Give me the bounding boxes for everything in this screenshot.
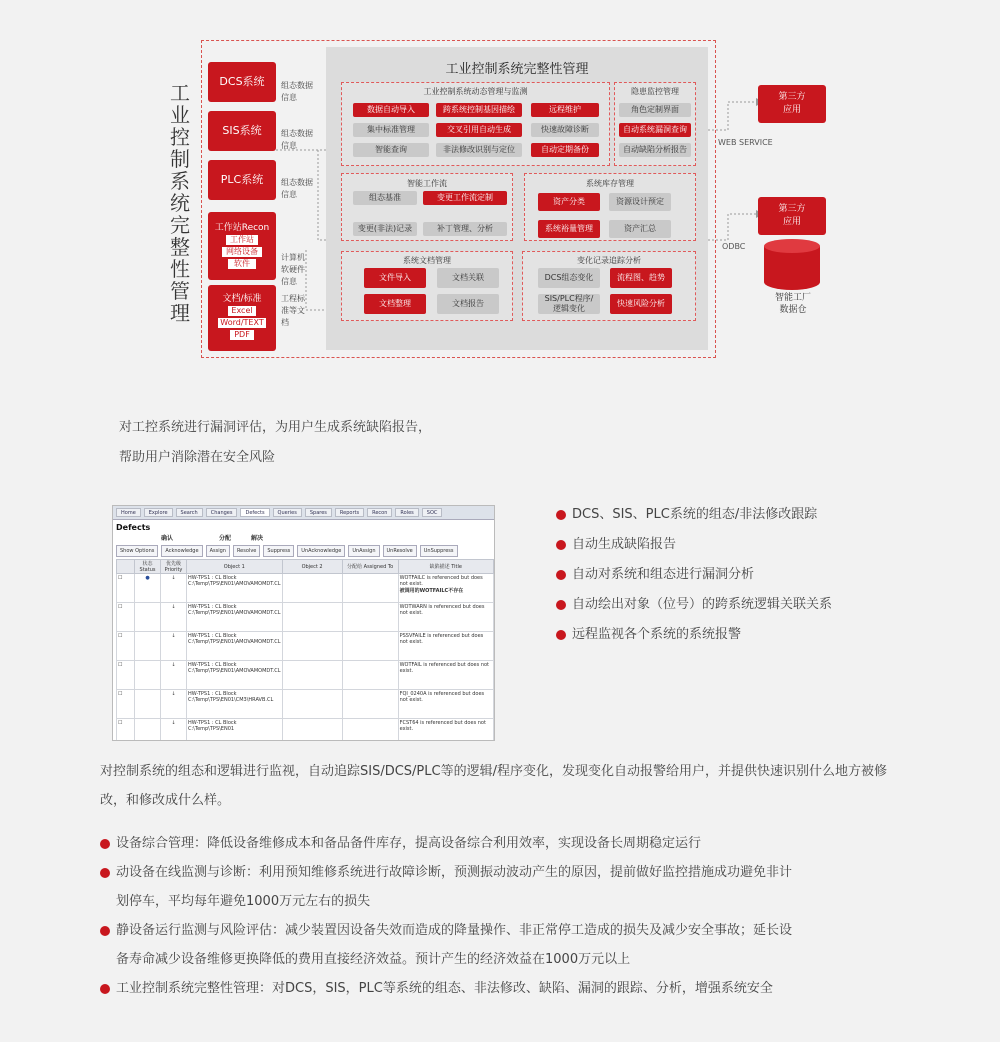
bullet-dot-icon: [556, 570, 566, 580]
object2-cell: [282, 603, 342, 632]
header-status: [135, 560, 161, 574]
cell: 快速故障诊断: [531, 123, 599, 137]
database-label: 智能工厂 数据仓: [774, 293, 811, 315]
benefit-item: [100, 829, 910, 858]
title-cell: [398, 574, 493, 603]
feature-text: 自动对系统和组态进行漏洞分析: [572, 567, 755, 582]
annotation: 状态: [142, 561, 153, 567]
object1-cell[interactable]: HW-TPS1 : CL Block C:\Temp\TPS\EN01\AMOVAMOMDT.CL: [187, 661, 283, 690]
status-cell: [135, 719, 161, 742]
group-inventory-title: 系统库存管理: [586, 179, 634, 188]
table-row[interactable]: [117, 603, 494, 632]
source-plc: PLC系统: [208, 160, 276, 200]
acknowledge-button[interactable]: Acknowledge: [161, 545, 202, 557]
tab-recon[interactable]: Recon: [367, 508, 392, 517]
benefit-item: [100, 916, 910, 945]
caption-line: 对工控系统进行漏洞评估，为用户生成系统缺陷报告，: [119, 420, 432, 435]
unassign-button[interactable]: UnAssign: [348, 545, 379, 557]
feature-text: 远程监视各个系统的系统报警: [572, 627, 742, 642]
cell: 智能查询: [353, 143, 429, 157]
cell: 补丁管理、分析: [423, 222, 507, 236]
group-hidden-title: 隐患监控管理: [631, 87, 679, 96]
title-text: FCST64 is referenced but does not exist.: [398, 719, 493, 742]
benefit-list: [100, 829, 910, 1003]
priority-icon: ↓: [161, 661, 187, 690]
vertical-title: 工业控制系统完整性管理: [170, 81, 190, 325]
odbc-label: ODBC: [722, 242, 746, 251]
status-cell: [135, 603, 161, 632]
table-row[interactable]: [117, 661, 494, 690]
object1-cell[interactable]: HW-TPS1 : CL Block C:\Temp\TPS\EN01\AMOVAMOMDT.CL: [187, 603, 283, 632]
row-checkbox[interactable]: ☐: [117, 719, 135, 742]
source-plc-note: 组态数据 信息: [281, 178, 313, 199]
cell: 快速风险分析: [610, 294, 672, 314]
row-checkbox[interactable]: ☐: [117, 603, 135, 632]
third-party-app-2: 第三方 应用: [758, 197, 826, 235]
cell: DCS组态变化: [538, 268, 600, 288]
screenshot-tabs: [113, 506, 494, 520]
benefit-text: 设备综合管理：降低设备维修成本和备品备件库存，提高设备综合利用效率，实现设备长周期稳定运行: [116, 836, 702, 851]
row-checkbox[interactable]: ☐: [117, 661, 135, 690]
header-assigned-label: Assigned To: [363, 564, 394, 570]
cell: 变更工作流定制: [423, 191, 507, 205]
bullet-dot-icon: [100, 839, 110, 849]
bullet-dot-icon: [100, 984, 110, 994]
header-priority-label: Priority: [164, 567, 183, 573]
source-dcs-note: 组态数据 信息: [281, 81, 313, 102]
cell: 系统裕量管理: [538, 220, 600, 238]
bullet-dot-icon: [556, 510, 566, 520]
assigned-cell: [342, 719, 398, 742]
assigned-cell: [342, 661, 398, 690]
priority-icon: ↓: [161, 632, 187, 661]
third-party-app-1: 第三方 应用: [758, 85, 826, 123]
unacknowledge-button[interactable]: UnAcknowledge: [297, 545, 345, 557]
cell: 非法修改识别与定位: [436, 143, 522, 157]
feature-item: [556, 560, 832, 590]
header-assigned: [342, 560, 398, 574]
assigned-cell: [342, 603, 398, 632]
screenshot-toolbar: [113, 543, 494, 559]
show-options-button[interactable]: Show Options: [116, 545, 158, 557]
benefit-text: 工业控制系统完整性管理：对DCS，SIS，PLC等系统的组态、非法修改、缺陷、漏洞的跟踪、分析，增强系统安全: [116, 981, 773, 996]
status-icon: ●: [135, 574, 161, 603]
cell: 文档报告: [437, 294, 499, 314]
object1-cell[interactable]: HW-TPS1 : CL Block C:\Temp\TPS\EN01\AMOVAMOMDT.CL: [187, 632, 283, 661]
documents-item: PDF: [230, 330, 254, 340]
header-title: [398, 560, 493, 574]
cell: 资产分类: [538, 193, 600, 211]
bullet-dot-icon: [556, 540, 566, 550]
documents-note: 工程标 准等文 档: [281, 294, 305, 327]
benefit-item: [100, 858, 910, 887]
panel-title: 工业控制系统完整性管理: [445, 62, 589, 77]
title-text: PSSVFAILE is referenced but does not exist.: [398, 632, 493, 661]
benefit-text-cont: 划停车，平均每年避免1000万元左右的损失: [116, 894, 371, 909]
workstation-title: 工作站Recon: [214, 223, 270, 233]
header-priority: [161, 560, 187, 574]
group-workflow-title: 智能工作流: [407, 179, 447, 188]
priority-icon: ↓: [161, 690, 187, 719]
assign-button[interactable]: Assign: [206, 545, 230, 557]
source-documents: [208, 285, 276, 351]
cell: 数据自动导入: [353, 103, 429, 117]
title-text: WOTFAILC is referenced but does not exist.: [399, 575, 483, 587]
benefit-text: 动设备在线监测与诊断：利用预知维修系统进行故障诊断，预测振动波动产生的原因，提前做好监控措施成功避免非计: [116, 865, 793, 880]
database-icon: [762, 238, 822, 290]
priority-icon: ↓: [161, 719, 187, 742]
tab-explore[interactable]: Explore: [144, 508, 173, 517]
caption-line: 帮助用户消除潜在安全风险: [119, 450, 276, 465]
priority-icon: ↓: [161, 603, 187, 632]
object1-cell[interactable]: HW-TPS1 : CL Block C:\Temp\TPS\EN01: [187, 719, 283, 742]
assigned-cell: [342, 690, 398, 719]
feature-text: 自动绘出对象（位号）的跨系统逻辑关联关系: [572, 597, 833, 612]
description-paragraph: 对控制系统的组态和逻辑进行监视，自动追踪SIS/DCS/PLC等的逻辑/程序变化，发现变化自动报警给用户，并提供快速识别什么地方被修改，和修改成什么样。: [100, 764, 887, 808]
tab-changes[interactable]: Changes: [206, 508, 238, 517]
group-docmgmt-title: 系统文档管理: [403, 256, 451, 265]
table-row[interactable]: [117, 690, 494, 719]
annotation: 分配给: [347, 564, 363, 570]
header-select: [117, 560, 135, 574]
header-object2: Object 2: [282, 560, 342, 574]
status-cell: [135, 632, 161, 661]
cell: 远程维护: [531, 103, 599, 117]
defects-screenshot: [112, 505, 495, 741]
benefit-text-cont: 备寿命减少设备维修更换降低的费用直接经济效益。预计产生的经济效益在1000万元以上: [116, 952, 631, 967]
assigned-cell: [342, 574, 398, 603]
tab-search[interactable]: Search: [176, 508, 203, 517]
source-workstation: [208, 212, 276, 280]
group-dynamic-title: 工业控制系统动态管理与监测: [423, 87, 528, 96]
cell: 组态基准: [353, 191, 417, 205]
bullet-dot-icon: [556, 630, 566, 640]
header-object1: Object 1: [187, 560, 283, 574]
defects-table: [116, 559, 494, 741]
bullet-dot-icon: [100, 926, 110, 936]
tab-spares[interactable]: Spares: [305, 508, 332, 517]
workstation-note: 计算机 软硬件 信息: [281, 253, 305, 286]
annotation: 确认: [161, 535, 174, 542]
title-text: FQI_0240A is referenced but does not exist.: [398, 690, 493, 719]
documents-item: Word/TEXT: [218, 318, 266, 328]
row-checkbox[interactable]: ☐: [117, 574, 135, 603]
source-sis: SIS系统: [208, 111, 276, 151]
feature-item: [556, 530, 832, 560]
object2-cell: [282, 719, 342, 742]
title-text: WOTWARN is referenced but does not exist.: [398, 603, 493, 632]
tab-home[interactable]: Home: [116, 508, 141, 517]
cell: 角色定制界面: [619, 103, 691, 117]
cell: 文件导入: [364, 268, 426, 288]
workstation-item: 软件: [228, 259, 256, 269]
object2-cell: [282, 632, 342, 661]
feature-text: 自动生成缺陷报告: [572, 537, 677, 552]
status-cell: [135, 690, 161, 719]
row-checkbox[interactable]: ☐: [117, 632, 135, 661]
feature-item: [556, 590, 832, 620]
tab-reports[interactable]: Reports: [335, 508, 364, 517]
web-service-label: WEB SERVICE: [718, 138, 773, 147]
cell: 自动缺陷分析报告: [619, 143, 691, 157]
table-row[interactable]: [117, 719, 494, 742]
object1-cell[interactable]: HW-TPS1 : CL Block C:\Temp\TPS\EN01\AMOVAMOMDT.CL: [187, 574, 283, 603]
unsuppress-button[interactable]: UnSuppress: [420, 545, 458, 557]
cell: 自动定期备份: [531, 143, 599, 157]
unresolve-button[interactable]: UnResolve: [383, 545, 417, 557]
source-dcs: DCS系统: [208, 62, 276, 102]
title-text: WOTFAIL is referenced but does not exist.: [398, 661, 493, 690]
cell: 流程图、趋势: [610, 268, 672, 288]
annotation-row: [113, 533, 494, 543]
tab-roles[interactable]: Roles: [395, 508, 418, 517]
cell: 集中标准管理: [353, 123, 429, 137]
status-cell: [135, 661, 161, 690]
annotation: 优先级: [165, 561, 181, 567]
cell: 变更(非法)记录: [353, 222, 417, 236]
cell: 文档关联: [437, 268, 499, 288]
tab-soc[interactable]: SOC: [422, 508, 443, 517]
screenshot-title: Defects: [116, 523, 151, 532]
suppress-button[interactable]: Suppress: [263, 545, 294, 557]
table-row[interactable]: [117, 632, 494, 661]
workstation-item: 网络设备: [222, 247, 262, 257]
table-row[interactable]: [117, 574, 494, 603]
cell: 资源设计预定: [609, 193, 671, 211]
cell: 跨系统控制基因描绘: [436, 103, 522, 117]
tab-defects[interactable]: Defects: [240, 508, 269, 517]
workstation-item: 工作站: [226, 235, 258, 245]
cell: 自动系统漏洞查询: [619, 123, 691, 137]
title-note: 被调用的WOTFAILC不存在: [399, 588, 464, 594]
header-status-label: Status: [139, 567, 156, 573]
source-sis-note: 组态数据 信息: [281, 129, 313, 150]
object1-cell[interactable]: HW-TPS1 : CL Block C:\Temp\TPS\EN01\CM3\HRAVB.CL: [187, 690, 283, 719]
object2-cell: [282, 690, 342, 719]
cell: SIS/PLC程序/ 逻辑变化: [538, 294, 600, 314]
feature-item: [556, 500, 832, 530]
bullet-dot-icon: [100, 868, 110, 878]
group-change-title: 变化记录追踪分析: [577, 256, 641, 265]
annotation: 缺陷描述: [429, 564, 450, 570]
documents-title: 文档/标准: [222, 294, 262, 304]
tab-queries[interactable]: Queries: [273, 508, 302, 517]
row-checkbox[interactable]: ☐: [117, 690, 135, 719]
documents-item: Excel: [228, 306, 256, 316]
benefit-item: [100, 974, 910, 1003]
cell: 交叉引用自动生成: [436, 123, 522, 137]
assigned-cell: [342, 632, 398, 661]
resolve-button[interactable]: Resolve: [233, 545, 260, 557]
cell: 资产汇总: [609, 220, 671, 238]
cell: 文档整理: [364, 294, 426, 314]
object2-cell: [282, 574, 342, 603]
object2-cell: [282, 661, 342, 690]
bullet-dot-icon: [556, 600, 566, 610]
feature-item: [556, 620, 832, 650]
priority-icon: ↓: [161, 574, 187, 603]
benefit-text: 静设备运行监测与风险评估：减少装置因设备失效而造成的降量操作、非正常停工造成的损失及减少安全事故；延长设: [116, 923, 793, 938]
header-title-label: Title: [451, 564, 462, 570]
annotation: 解决: [251, 535, 264, 542]
annotation: 分配: [219, 535, 232, 542]
feature-list: [556, 500, 832, 650]
feature-text: DCS、SIS、PLC系统的组态/非法修改跟踪: [572, 507, 818, 522]
